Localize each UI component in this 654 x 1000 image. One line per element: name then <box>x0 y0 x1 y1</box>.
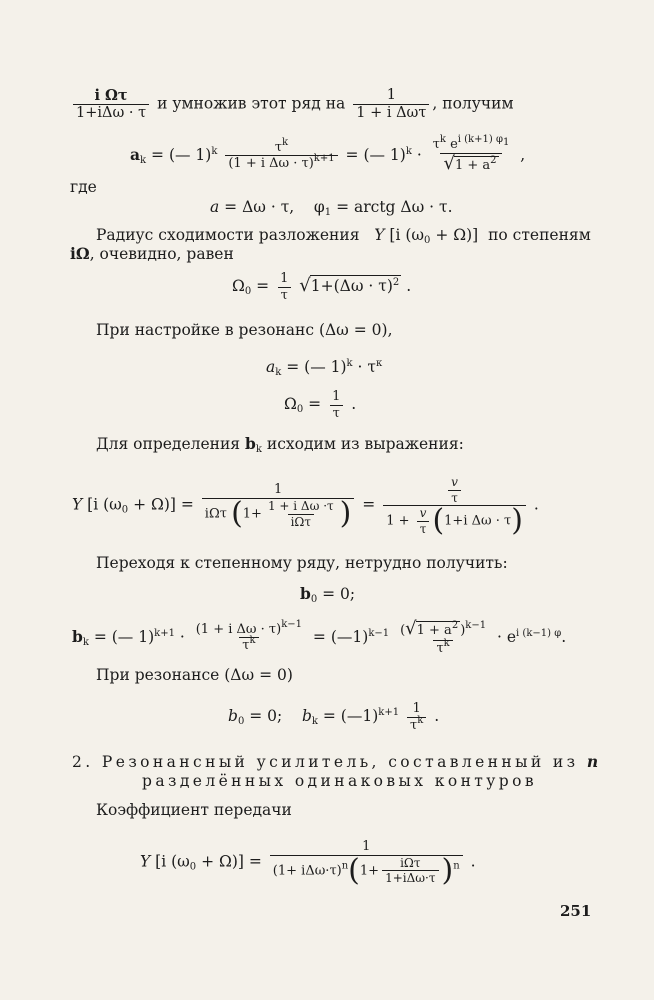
text-where: где <box>70 178 97 196</box>
formula-omega0-resonance: $\Omega_0$ = $\frac{1}{\tau}$ . <box>284 389 357 421</box>
text-resonance-tuning: При настройке в резонанс (Δω = 0), <box>96 321 393 339</box>
formula-a-phi: a = Δω · τ, $\varphi_1$ = arctg Δω · τ. <box>210 198 453 218</box>
formula-ak: $a_k$ = (— 1)$^k$ $\frac{\tau^k}{(1 + i \Delta\omega \cdot \tau)^{k+1}}$ = (— 1)$^k$ · $\frac{\tau^k e^{i (k+1) \varphi_1}}{√1 + a^2}$ , <box>130 134 526 174</box>
fraction-one-over: $\frac{1}{\text{1 + i Δωτ}}$ <box>353 88 429 121</box>
fraction-iomega-tau: $\frac{\text{i Ωτ}}{\text{1+iΔω · τ}}$ <box>73 88 149 121</box>
formula-transfer: Y [i $(\omega_0 + \Omega)$] = 1 $(1+ i\Delta\omega\cdot\tau)^n(1+$ $\frac{\text{iΩτ}}{\text{1+iΔω·τ}}$ )$^n$ . <box>140 839 476 888</box>
text-radius-2: iΩ, очевидно, равен <box>70 244 234 263</box>
section-heading: 2. Резонансный усилитель, составленный из n <box>72 752 602 771</box>
formula-ak-resonance: $a_k$ = (— $1)^k \cdot \tau^\kappa$ <box>266 358 383 378</box>
section-heading-line2: разделённых одинаковых контуров <box>142 772 537 790</box>
text-determine-bk: Для определения $b_k$ исходим из выражения: <box>96 434 464 455</box>
formula-Y-expression: Y [i $(\omega_0 + \Omega)$] = 1 iΩτ (1+ $\frac{\text{1 + i Δω ·τ}}{\text{iΩτ}}$ ) = $\frac{v}{\tau}$ 1 + $\frac{v}{\tau}$ (1+i Δω · τ) . <box>72 475 539 539</box>
text-transfer-coefficient: Коэффициент передачи <box>96 801 292 819</box>
formula-b-resonance: $b_0 = 0$; $b_k$ = (—1)$^{k+1}$ $\frac{1}{\tau^k}$ . <box>228 701 440 733</box>
text-line-1 <box>70 88 514 121</box>
text-obtain: , получим <box>432 94 514 113</box>
formula-b0: $b_0 = 0$; <box>300 584 356 605</box>
formula-bk: $b_k$ = (— 1)$^{k+1}$ · $\frac{(1 + i \Delta\omega \cdot \tau)^{k-1}}{\tau^k}$ = (—1)$^{k-1}$ $\frac{(√1 + a^2 )^{k-1}}{\tau^k}$ · $e^{i (k-1) \varphi}$. <box>72 618 567 656</box>
text-power-series: Переходя к степенному ряду, нетрудно получить: <box>96 554 508 572</box>
text-multiply: и умножив этот ряд на <box>157 94 346 113</box>
formula-omega0: $\Omega_0$ = $\frac{1}{\tau}$ $√1+(\Delta\omega \cdot \tau)^2$ . <box>232 271 412 303</box>
text-radius: Радиус сходимости разложения Y [i $(\omega_0 + \Omega)$] по степеням <box>96 226 591 246</box>
page-number: 251 <box>560 902 592 920</box>
text-at-resonance: При резонансе (Δω = 0) <box>96 666 293 684</box>
